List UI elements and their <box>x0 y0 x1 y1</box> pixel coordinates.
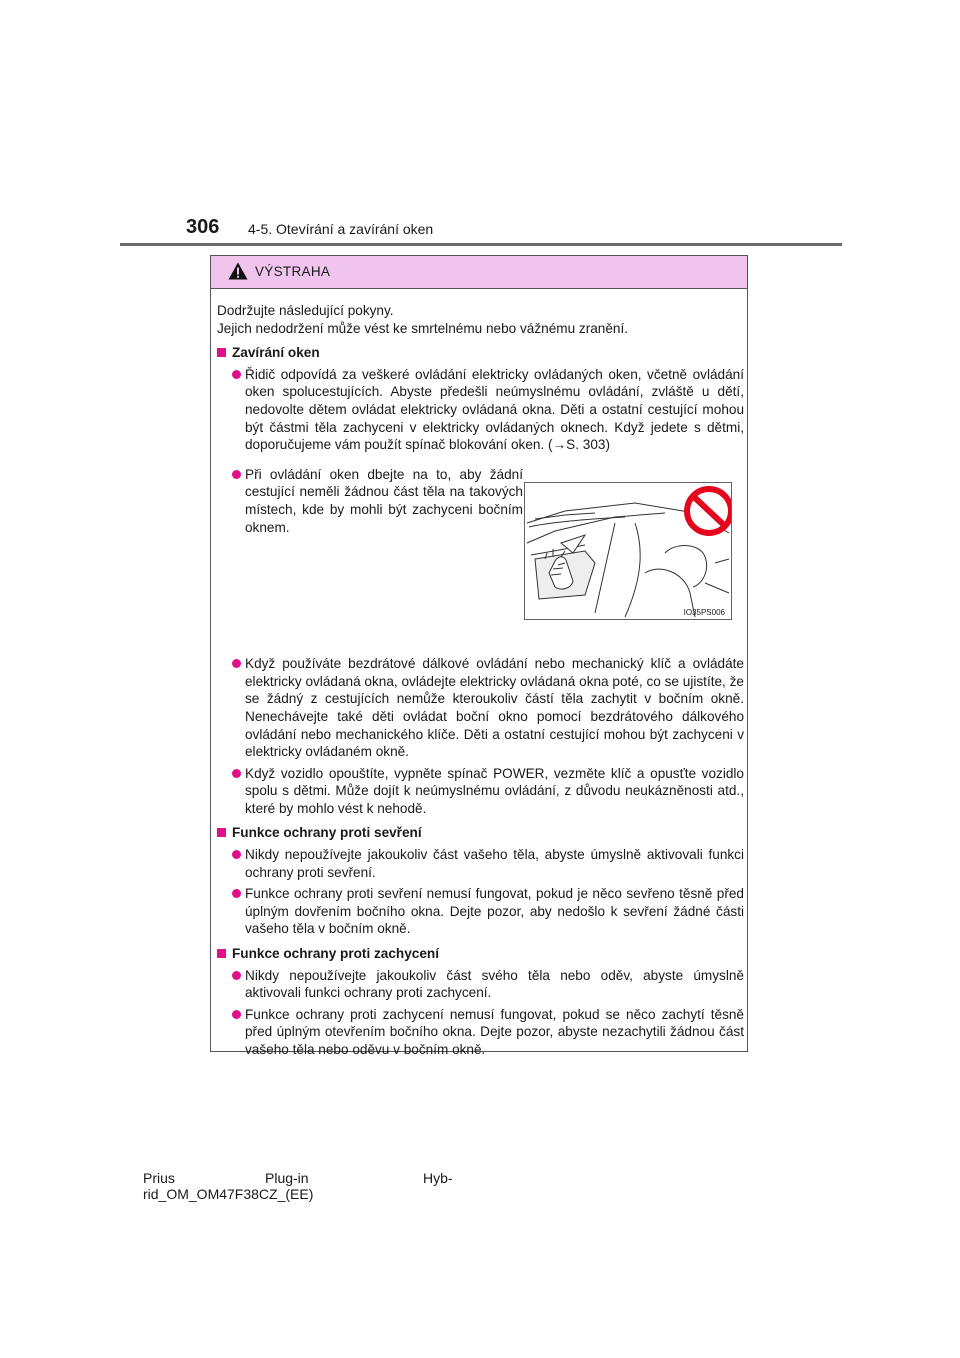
section-heading-text: Zavírání oken <box>232 345 320 361</box>
intro-line: Dodržujte následující pokyny. <box>217 303 394 318</box>
list-item <box>217 655 744 761</box>
page-footer <box>143 1170 453 1202</box>
footer-variant: Plug-in <box>265 1170 309 1186</box>
list-item-text: Řidič odpovídá za veškeré ovládání elektricky ovládaných oken, včetně ovládání oken spolucestujících. Abyste předešli neúmyslnému ovládání, zvláště u dětí, nedovolte dětem ovládat elektricky ovládaná okna. Děti a ostatní cestující mohou být částmi těla zachyceni v elektricky ovládaných oknech. Když jedete s dětmi, doporučujeme vám použít spínač blokování oken. (→S. 303) <box>245 366 744 453</box>
list-item-text: Nikdy nepoužívejte jakoukoliv část svého těla nebo oděv, abyste úmyslně aktivovali funkci ochrany proti zachycení. <box>245 967 744 1001</box>
footer-model: Prius <box>143 1170 175 1186</box>
circle-bullet-icon <box>232 1010 241 1019</box>
list-item <box>217 765 744 818</box>
square-bullet-icon <box>217 348 226 357</box>
list-item-text: Když vozidlo opouštíte, vypněte spínač POWER, vezměte klíč a opusťte vozidlo spolu s dětmi. Může dojít k neúmyslnému ovládání, z důvodu neukázněnosti atd., které by mohlo vést k nehodě. <box>245 765 744 816</box>
circle-bullet-icon <box>232 769 241 778</box>
warning-box <box>210 255 748 1057</box>
section-heading-pinch-protection <box>217 824 744 842</box>
list-item <box>217 366 744 454</box>
car-window-illustration <box>524 482 732 620</box>
footer-line-2: rid_OM_OM47F38CZ_(EE) <box>143 1186 314 1202</box>
warning-body <box>217 302 744 1059</box>
header-divider <box>120 243 842 246</box>
car-interior-drawing <box>525 483 731 619</box>
footer-hyphen: Hyb- <box>423 1170 453 1186</box>
circle-bullet-icon <box>232 971 241 980</box>
prohibition-icon <box>687 489 731 533</box>
list-item-text: Nikdy nepoužívejte jakoukoliv část vašeho těla, abyste úmyslně aktivovali funkci ochrany proti sevření. <box>245 847 744 880</box>
list-item-text: Při ovládání oken dbejte na to, aby žádní cestující neměli žádnou část těla na takových místech, kde by mohli být zachyceni bočním oknem. <box>245 466 523 535</box>
list-item <box>217 1006 744 1059</box>
figure-code: IO35PS006 <box>683 608 725 617</box>
list-item <box>217 466 523 536</box>
list-item <box>217 967 744 1002</box>
list-item-text: Když používáte bezdrátové dálkové ovládání nebo mechanický klíč a ovládáte elektricky ovládaná okna, ovládejte elektricky ovládaná okna poté, co se ujistíte, že se žádný z cestujících nemůže kteroukoliv částí těla zachytit v bočním okně. Nenechávejte také děti ovládat boční okno pomocí bezdrátového dálkového ovládání nebo mechanického klíče. Děti a ostatní cestující mohou být zachyceni v elektricky ovládaném okně. <box>245 656 744 760</box>
square-bullet-icon <box>217 828 226 837</box>
circle-bullet-icon <box>232 370 241 379</box>
warning-title: VÝSTRAHA <box>255 264 331 279</box>
list-item-text: Funkce ochrany proti sevření nemusí fungovat, pokud je něco sevřeno těsně před úplným dovřením bočního okna. Dejte pozor, aby nedošlo k sevření žádné části vašeho těla v bočním okně. <box>245 886 744 937</box>
hand-drawing <box>535 535 595 599</box>
section-heading-catch-protection <box>217 945 744 963</box>
square-bullet-icon <box>217 949 226 958</box>
section-heading-closing-windows <box>217 344 744 362</box>
section-title: 4-5. Otevírání a zavírání oken <box>248 221 434 237</box>
list-item <box>217 885 744 938</box>
intro-line: Jejich nedodržení může vést ke smrtelnému nebo vážnému zranění. <box>217 320 629 336</box>
list-item <box>217 846 744 881</box>
footer-line-1 <box>143 1170 453 1186</box>
warning-triangle-icon <box>228 262 248 280</box>
circle-bullet-icon <box>232 470 241 479</box>
list-item-text: Funkce ochrany proti zachycení nemusí fungovat, pokud se něco zachytí těsně před úplným otevřením bočního okna. Dejte pozor, abyste nezachytili žádnou část vašeho těla nebo oděvu v bočním okně. <box>245 1006 744 1057</box>
circle-bullet-icon <box>232 659 241 668</box>
page-number: 306 <box>186 216 220 238</box>
section-heading-text: Funkce ochrany proti zachycení <box>232 946 439 962</box>
circle-bullet-icon <box>232 889 241 898</box>
circle-bullet-icon <box>232 850 241 859</box>
section-heading-text: Funkce ochrany proti sevření <box>232 825 422 841</box>
warning-header <box>211 256 747 289</box>
warning-intro <box>217 302 744 337</box>
